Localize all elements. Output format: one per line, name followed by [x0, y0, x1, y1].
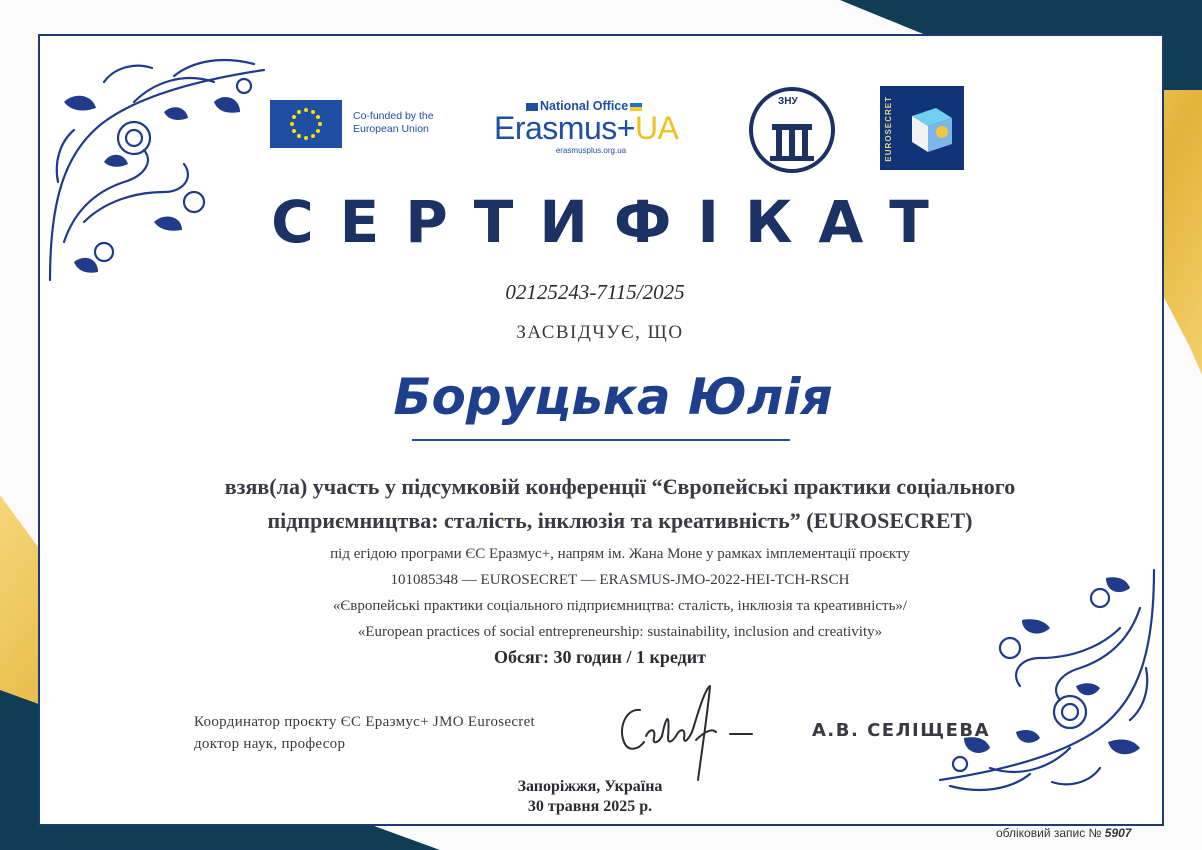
record-value: 5907 — [1104, 826, 1132, 840]
course-volume: Обсяг: 30 годин / 1 кредит — [494, 647, 706, 667]
date-text: 30 травня 2025 р. — [527, 798, 653, 815]
certificate-title: СЕРТИФІКАТ — [271, 188, 955, 256]
record-number — [996, 826, 1131, 840]
eu-flag-icon — [270, 100, 342, 148]
program-line-3: «Європейські практики соціального підприємництва: сталість, інклюзія та креативність»/ — [332, 598, 908, 614]
signatory-name: А.В. СЕЛІЩЕВА — [812, 720, 991, 741]
participation-line-1: взяв(ла) участь у підсумковій конференції “Європейські практики соціального — [224, 474, 1016, 499]
program-line-4: «European practices of social entrepreneurship: sustainability, inclusion and creativity» — [357, 624, 883, 640]
program-text — [160, 541, 1080, 645]
znu-label: ЗНУ — [778, 96, 798, 107]
program-line-2: 101085348 — EUROSECRET — ERASMUS-JMO-2022-HEI-TCH-RSCH — [390, 572, 850, 588]
signatory-role-line-2: доктор наук, професор — [194, 736, 346, 752]
participation-line-2: підприємництва: сталість, інклюзія та креативність” (EUROSECRET) — [267, 508, 973, 533]
eurosecret-logo — [880, 86, 964, 170]
signatory-role — [194, 711, 535, 755]
eurosecret-label: EUROSECRET — [884, 96, 893, 162]
eu-cofunded-text: Co-funded by the European Union — [353, 110, 434, 135]
record-label: обліковий запис № — [996, 826, 1102, 840]
erasmus-url: erasmusplus.org.ua — [555, 146, 627, 155]
participation-text — [140, 470, 1100, 538]
place-and-date — [440, 777, 740, 817]
certifies-text: ЗАСВІДЧУЄ, ЩО — [516, 322, 684, 343]
recipient-name: Боруцька Юлія — [393, 368, 833, 426]
handwritten-signature — [612, 680, 762, 790]
erasmus-office-text: National Office — [540, 99, 629, 113]
signatory-role-line-1: Координатор проєкту ЄС Еразмус+ JMO Eurosecret — [194, 714, 536, 730]
erasmus-name-text: Erasmus+ — [494, 110, 635, 146]
erasmus-logo — [494, 99, 708, 155]
erasmus-ua-text: UA — [634, 110, 679, 146]
name-underline — [412, 439, 790, 441]
certificate-number: 02125243-7115/2025 — [505, 280, 685, 304]
erasmus-name — [494, 112, 708, 144]
znu-logo — [748, 86, 836, 174]
place-text: Запоріжжя, Україна — [517, 778, 663, 795]
program-line-1: під егідою програми ЄС Еразмус+, напрям ім. Жана Моне у рамках імплементації проєкту — [330, 546, 910, 562]
